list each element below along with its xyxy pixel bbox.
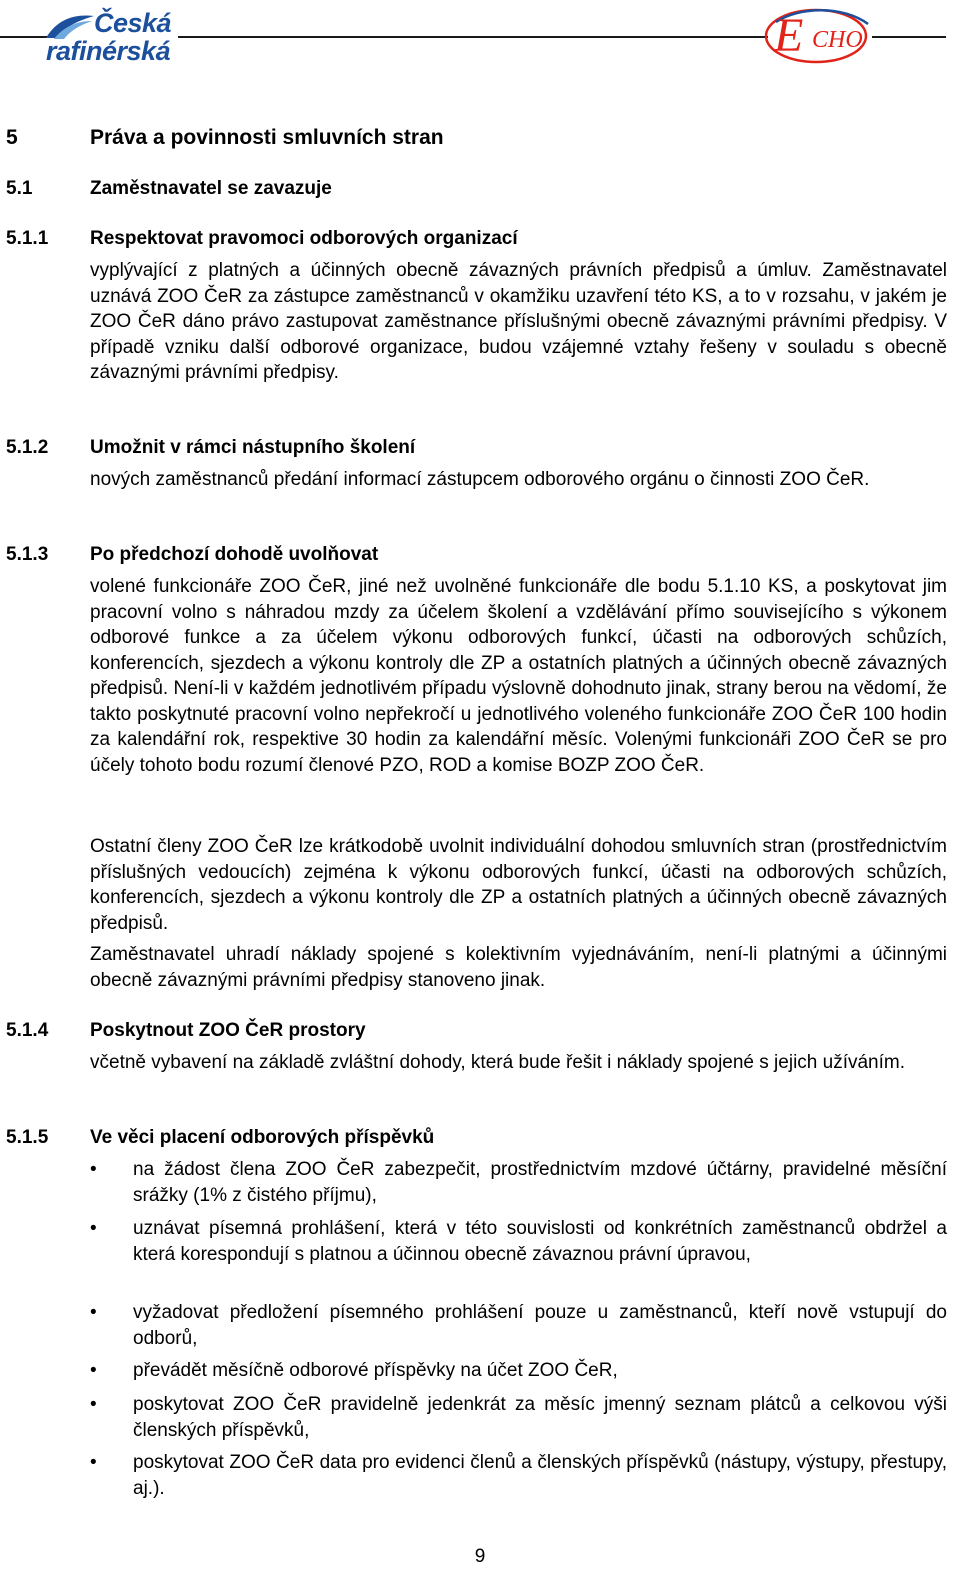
section-heading-5-1-2 (6, 435, 415, 461)
section-number: 5.1.5 (6, 1127, 49, 1148)
section-number: 5.1.1 (6, 228, 49, 249)
paragraph-5-1-3-c: Zaměstnavatel uhradí náklady spojené s kolektivním vyjednáváním, není-li platnými a účinnými obecně závaznými právními předpisy stanoveno jinak. (90, 944, 947, 991)
section-heading-5-1-1 (6, 226, 518, 252)
header-rule-right (872, 36, 946, 38)
bullet-icon: • (90, 1218, 97, 1239)
header-rule-left (0, 36, 50, 38)
section-title: Ve věci placení odborových příspěvků (90, 1127, 435, 1148)
section-title: Poskytnout ZOO ČeR prostory (90, 1020, 366, 1041)
section-title: Respektovat pravomoci odborových organizací (90, 228, 518, 249)
section-title: Po předchozí dohodě uvolňovat (90, 544, 379, 565)
logo-text-line2: rafinérská (46, 36, 171, 66)
list-item-text: vyžadovat předložení písemného prohlášení pouze u zaměstnanců, kteří nově vstupují do odborů, (133, 1302, 947, 1349)
paragraph-5-1-3-a: volené funkcionáře ZOO ČeR, jiné než uvolněné funkcionáře dle bodu 5.1.10 KS, a poskytovat jim pracovní volno s náhradou mzdy za účelem školení a vzdělávání přímo souvisejícího s výkonem odborové funkce a za účelem výkonu odborových funkcí, účasti na odborových schůzích, konferencích, sjezdech a výkonu kontroly dle ZP a ostatních platných a účinných obecně závazných předpisů. Není-li v každém jednotlivém případu výslovně dohodnuto jinak, strany berou na vědomí, že takto poskytnuté pracovní volno nepřekročí u jednotlivého voleného funkcionáře ZOO ČeR 100 hodin za kalendářní rok, respektive 30 hodin za kalendářní měsíc. Volenými funkcionáři ZOO ČeR se pro účely tohoto bodu rozumí členové PZO, ROD a komise BOZP ZOO ČeR. (90, 576, 947, 776)
logo-text-line1: Česká (94, 8, 172, 38)
echo-logo (760, 2, 880, 68)
list-item-text: uznávat písemná prohlášení, která v této souvislosti od konkrétních zaměstnanců obdržel a která korespondují s platnou a účinnou obecně závaznou právní úpravou, (133, 1218, 947, 1265)
list-item-text: poskytovat ZOO ČeR data pro evidenci členů a členských příspěvků (nástupy, výstupy, přestupy, aj.). (133, 1452, 947, 1499)
bullet-icon: • (90, 1394, 97, 1415)
paragraph-5-1-2: nových zaměstnanců předání informací zástupcem odborového orgánu o činnosti ZOO ČeR. (90, 469, 870, 490)
ceska-rafinerska-logo (44, 8, 184, 68)
section-heading-5-1 (6, 176, 332, 202)
echo-logo-cho: CHO (812, 27, 863, 53)
bullet-icon: • (90, 1360, 97, 1381)
page-number: 9 (474, 1546, 486, 1567)
list-item-text: na žádost člena ZOO ČeR zabezpečit, prostřednictvím mzdové účtárny, pravidelné měsíční srážky (1% z čistého příjmu), (133, 1159, 947, 1206)
section-heading-5 (6, 125, 444, 151)
section-title: Umožnit v rámci nástupního školení (90, 437, 416, 458)
bullet-icon: • (90, 1302, 97, 1323)
page-header (0, 0, 960, 80)
section-number: 5 (6, 126, 18, 149)
paragraph-5-1-3-b: Ostatní členy ZOO ČeR lze krátkodobě uvolnit individuální dohodou smluvních stran (prostřednictvím příslušných vedoucích) zejména k výkonu odborových funkcí, účasti na odborových schůzích, konferencích, sjezdech a výkonu kontroly dle ZP a ostatních platných a účinných obecně závazných předpisů. (90, 836, 947, 934)
header-rule-middle (178, 36, 768, 38)
paragraph-5-1-4: včetně vybavení na základě zvláštní dohody, která bude řešit i náklady spojené s jejich užíváním. (90, 1052, 905, 1073)
bullet-icon: • (90, 1159, 97, 1180)
section-number: 5.1.2 (6, 437, 49, 458)
section-title: Práva a povinnosti smluvních stran (90, 126, 444, 149)
section-number: 5.1.3 (6, 544, 49, 565)
section-number: 5.1.4 (6, 1020, 49, 1041)
list-item-text: převádět měsíčně odborové příspěvky na účet ZOO ČeR, (133, 1360, 618, 1381)
section-heading-5-1-5 (6, 1125, 434, 1151)
section-number: 5.1 (6, 178, 33, 199)
section-heading-5-1-4 (6, 1018, 366, 1044)
list-item-text: poskytovat ZOO ČeR pravidelně jedenkrát za měsíc jmenný seznam plátců a celkovou výši členských příspěvků, (133, 1394, 947, 1441)
echo-logo-e: E (774, 9, 804, 62)
section-title: Zaměstnavatel se zavazuje (90, 178, 332, 199)
paragraph-5-1-1: vyplývající z platných a účinných obecně závazných právních předpisů a úmluv. Zaměstnavatel uznává ZOO ČeR za zástupce zaměstnanců v okamžiku uzavření této KS, a to v rozsahu, v jakém je ZOO ČeR dáno právo zastupovat zaměstnance příslušnými obecně závaznými právními předpisy. V případě vzniku další odborové organizace, budou vzájemné vztahy řešeny v souladu s obecně závaznými právními předpisy. (90, 260, 947, 383)
section-heading-5-1-3 (6, 542, 378, 568)
bullet-icon: • (90, 1452, 97, 1473)
